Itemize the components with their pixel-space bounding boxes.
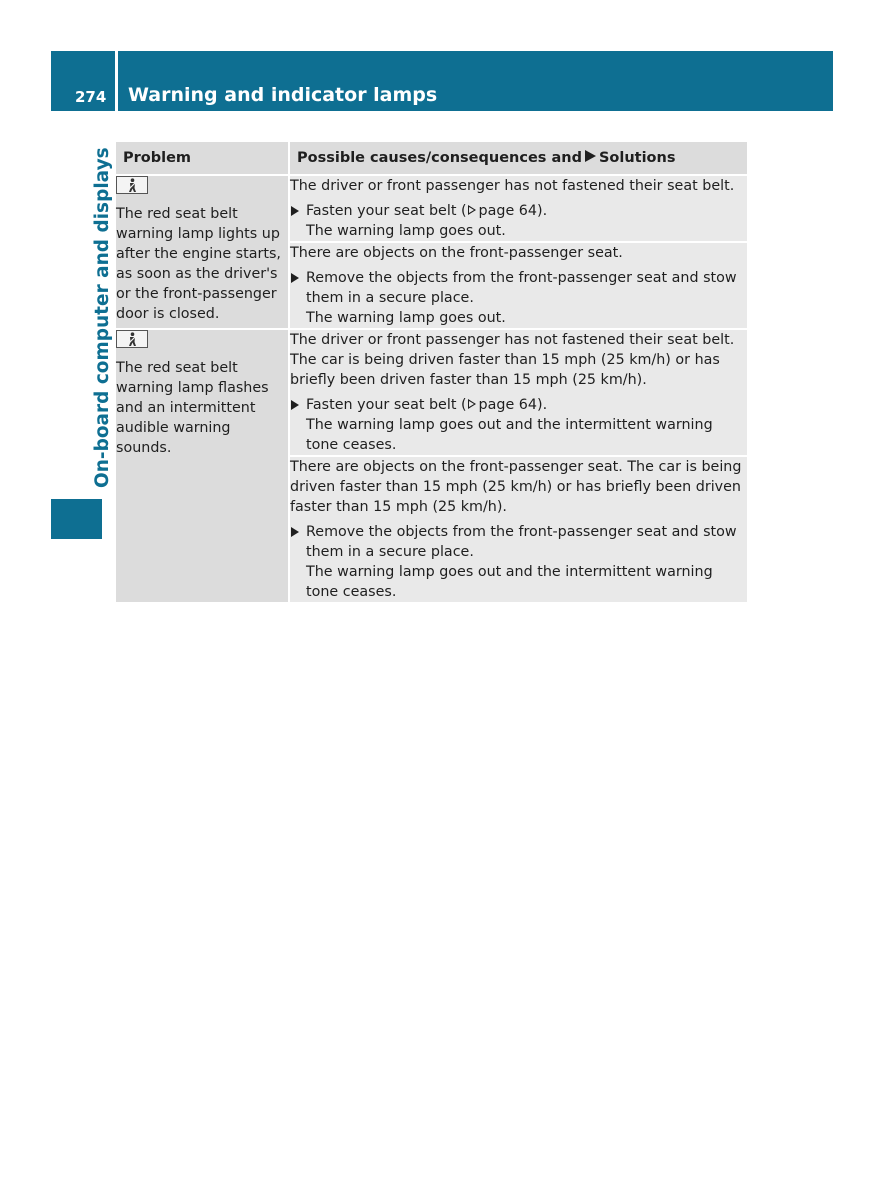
step-result: The warning lamp goes out and the intermittent warning tone ceases. [306,417,713,453]
problem-cell [116,329,289,603]
problem-cell [116,175,289,329]
cause-text: There are objects on the front-passenger seat. The car is being driven faster than 15 mph (25 km/h) or has briefly been driven faster than 15 mph (25 km/h). [290,459,742,515]
step-text: Remove the objects from the front-passenger seat and stow them in a secure place. [306,270,737,306]
col-header-causes-suffix: Solutions [598,150,676,166]
seat-belt-icon [116,176,148,194]
solution-arrow-icon [585,150,596,162]
cause-cell [289,329,747,456]
col-header-problem: Problem [116,142,289,175]
cause-cell [289,456,747,603]
seat-belt-icon [116,330,148,348]
problem-text: The red seat belt warning lamp flashes and an intermittent audible warning sounds. [116,360,269,456]
step-result: The warning lamp goes out and the intermittent warning tone ceases. [306,564,713,600]
cause-cell [289,175,747,242]
step-arrow-icon [291,206,299,216]
step-arrow-icon [291,273,299,283]
col-header-causes-prefix: Possible causes/consequences and [297,150,582,166]
col-header-causes [289,142,747,175]
page-header [51,51,833,111]
step-arrow-icon [291,527,299,537]
table-header-row [116,142,747,175]
page-reference-link[interactable]: page 64). [478,203,548,219]
page-number: 274 [75,88,107,106]
page-ref-triangle-icon [468,205,477,215]
warning-lamp-table [116,142,747,604]
cause-text: The driver or front passenger has not fastened their seat belt. [290,178,735,194]
page-title: Warning and indicator lamps [128,84,438,106]
solution-step [290,268,747,328]
table-row [116,175,747,242]
cause-text: There are objects on the front-passenger seat. [290,245,623,261]
page-ref-triangle-icon [468,399,477,409]
page-reference-link[interactable]: page 64). [478,397,548,413]
header-divider [115,51,118,111]
section-title: On-board computer and displays [92,147,113,488]
step-result: The warning lamp goes out. [306,223,506,239]
solution-step [290,201,747,241]
step-text: Remove the objects from the front-passenger seat and stow them in a secure place. [306,524,737,560]
step-arrow-icon [291,400,299,410]
cause-text: The driver or front passenger has not fastened their seat belt. The car is being driven faster than 15 mph (25 km/h) or has briefly been driven faster than 15 mph (25 km/h). [290,332,735,388]
table-row [116,329,747,456]
step-text: Fasten your seat belt ( [306,397,467,413]
section-tab [51,499,102,539]
step-result: The warning lamp goes out. [306,310,506,326]
step-text: Fasten your seat belt ( [306,203,467,219]
solution-step [290,395,747,455]
problem-text: The red seat belt warning lamp lights up after the engine starts, as soon as the driver's or the front-passenger door is closed. [116,206,281,322]
solution-step [290,522,747,602]
cause-cell [289,242,747,329]
